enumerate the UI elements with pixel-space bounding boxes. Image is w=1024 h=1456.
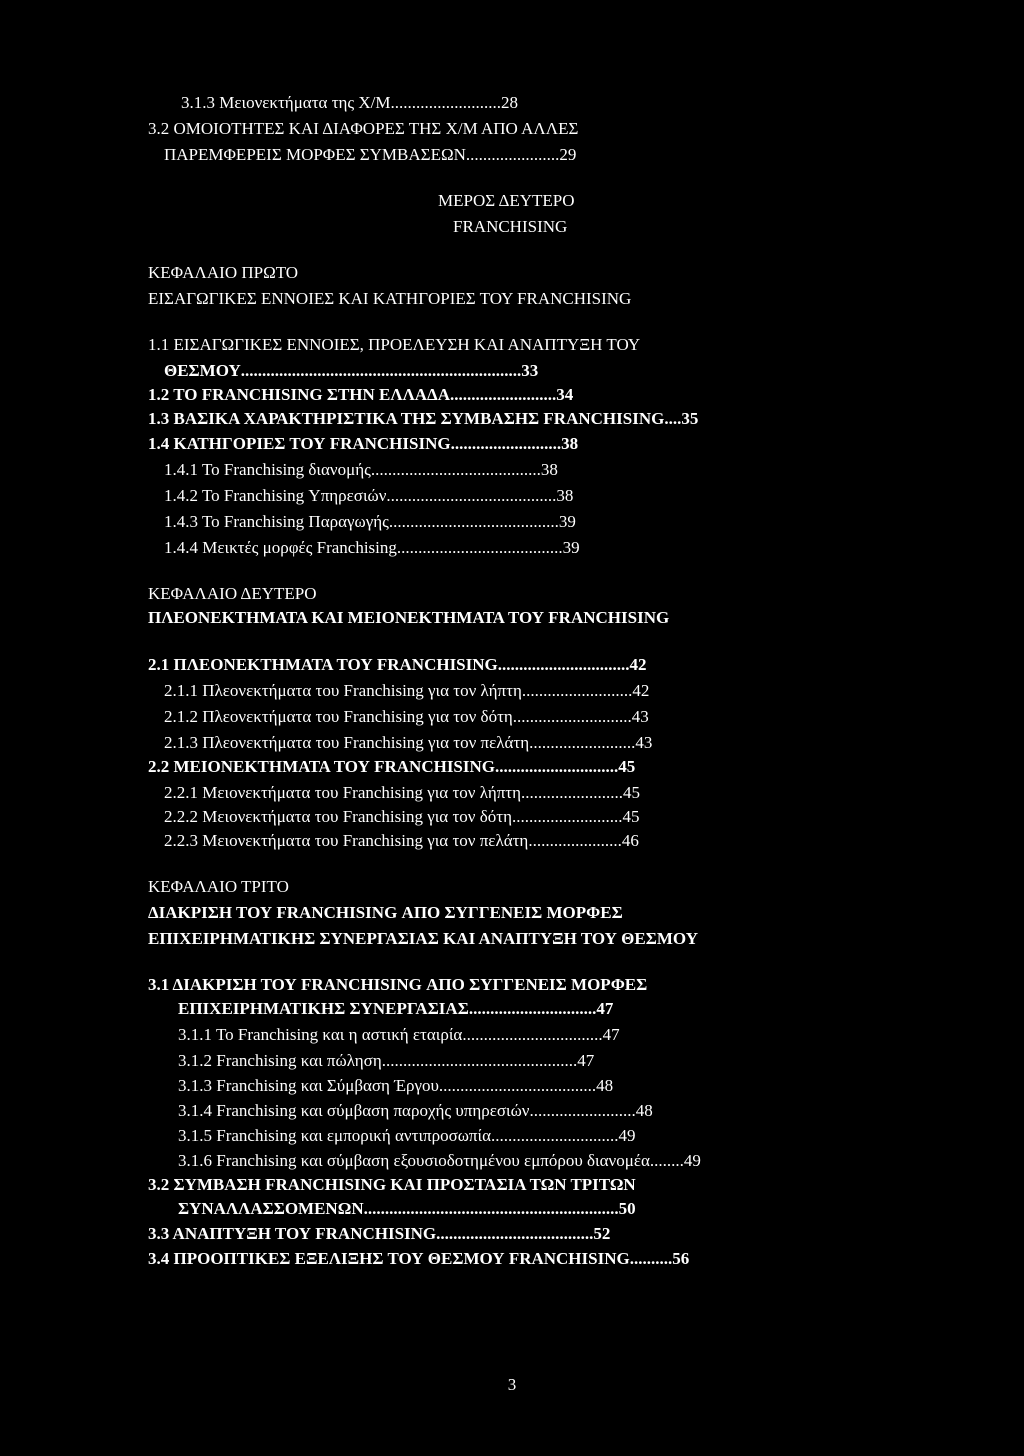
toc-entry-title: 1.3 ΒΑΣΙΚΑ ΧΑΡΑΚΤΗΡΙΣΤΙΚΑ ΤΗΣ ΣΥΜΒΑΣΗΣ FRANCHISING	[148, 409, 665, 428]
toc-entry-page: 35	[681, 409, 699, 428]
toc-entry	[178, 1100, 653, 1122]
toc-entry-leader: ...............................	[497, 655, 630, 674]
toc-entry-title: ΠΑΡΕΜΦΕΡΕΙΣ ΜΟΡΦΕΣ ΣΥΜΒΑΣΕΩΝ	[164, 145, 466, 164]
toc-entry-leader: ..........................	[511, 807, 623, 826]
toc-entry	[164, 806, 639, 828]
toc-entry-leader: .....................................	[436, 1224, 594, 1243]
toc-entry-page: 34	[556, 385, 574, 404]
toc-entry-page: 29	[559, 145, 577, 164]
toc-entry-page: 45	[623, 783, 641, 802]
toc-entry-leader: .............................	[495, 757, 619, 776]
toc-entry-page: 39	[562, 538, 580, 557]
toc-entry-leader: .....................................	[438, 1076, 597, 1095]
toc-entry	[164, 706, 649, 728]
toc-entry-page: 33	[521, 361, 539, 380]
toc-entry	[178, 1024, 620, 1046]
toc-entry-leader: ............................................................	[363, 1199, 619, 1218]
toc-entry-page: 49	[618, 1126, 636, 1145]
toc-entry-leader: ....	[664, 409, 682, 428]
toc-entry-page: 42	[632, 681, 650, 700]
toc-entry-title: 3.2 ΣΥΜΒΑΣΗ FRANCHISING ΚΑΙ ΠΡΟΣΤΑΣΙΑ ΤΩΝ ΤΡΙΤΩΝ	[148, 1175, 636, 1194]
toc-entry-leader: .........................	[449, 385, 557, 404]
toc-entry	[148, 433, 578, 455]
toc-entry-leader: .........................	[529, 733, 636, 752]
toc-entry	[181, 92, 518, 114]
toc-entry-page: 47	[596, 999, 614, 1018]
toc-entry-leader: ........................................	[370, 460, 541, 479]
toc-entry-title: 2.1 ΠΛΕΟΝΕΚΤΗΜΑΤΑ ΤΟΥ FRANCHISING	[148, 655, 498, 674]
toc-entry-page: 45	[618, 757, 636, 776]
toc-entry-title: 3.1.5 Franchising και εμπορική αντιπροσωπία	[178, 1126, 491, 1145]
toc-entry-page: 56	[672, 1249, 690, 1268]
toc-entry	[164, 144, 576, 166]
toc-entry	[164, 485, 573, 507]
chapter-heading: ΚΕΦΑΛΑΙΟ ΤΡΙΤΟ	[148, 877, 289, 896]
toc-entry-leader: .......................................	[396, 538, 563, 557]
toc-entry-title: 3.1.2 Franchising και πώληση	[178, 1051, 382, 1070]
toc-entry-page: 42	[629, 655, 647, 674]
chapter-heading: ΚΕΦΑΛΑΙΟ ΔΕΥΤΕΡΟ	[148, 584, 317, 603]
toc-entry-page: 39	[558, 512, 576, 531]
toc-entry	[164, 732, 652, 754]
toc-entry	[148, 654, 647, 676]
toc-entry-title: 1.4.2 Το Franchising Υπηρεσιών	[164, 486, 387, 505]
toc-entry	[178, 1075, 613, 1097]
toc-entry-page: 28	[501, 93, 519, 112]
toc-entry	[148, 1223, 610, 1245]
toc-entry-title: ΣΥΝΑΛΛΑΣΣΟΜΕΝΩΝ	[178, 1199, 364, 1218]
toc-entry-leader: ..............................	[491, 1126, 619, 1145]
toc-entry-title: 3.1 ΔΙΑΚΡΙΣΗ ΤΟΥ FRANCHISING ΑΠΟ ΣΥΓΓΕΝΕΙΣ ΜΟΡΦΕΣ	[148, 975, 648, 994]
toc-entry-title: 3.1.3 Franchising και Σύμβαση Έργου	[178, 1076, 439, 1095]
toc-entry-title: 2.2.3 Μειονεκτήματα του Franchising για τον πελάτη	[164, 831, 529, 850]
toc-entry-page: 50	[618, 1199, 636, 1218]
toc-entry-title: 1.4 ΚΑΤΗΓΟΡΙΕΣ ΤΟΥ FRANCHISING	[148, 434, 451, 453]
toc-entry-page: 45	[622, 807, 640, 826]
toc-entry-page: 38	[540, 460, 558, 479]
toc-entry-title: 2.1.1 Πλεονεκτήματα του Franchising για τον λήπτη	[164, 681, 522, 700]
toc-entry	[164, 511, 576, 533]
toc-entry-leader: ........................................	[386, 486, 557, 505]
toc-entry-leader: ..........	[629, 1249, 673, 1268]
page-number: 3	[507, 1375, 517, 1394]
toc-entry-page: 47	[602, 1025, 620, 1044]
toc-entry	[148, 756, 635, 778]
toc-entry	[164, 680, 649, 702]
toc-entry	[164, 537, 580, 559]
toc-entry	[164, 360, 538, 382]
chapter-heading: ΚΕΦΑΛΑΙΟ ΠΡΩΤΟ	[148, 263, 299, 282]
toc-entry-leader: ..................................................................	[240, 361, 522, 380]
toc-entry-page: 43	[631, 707, 649, 726]
toc-entry-page: 49	[683, 1151, 701, 1170]
toc-entry-leader: ......................	[528, 831, 622, 850]
toc-entry	[178, 1125, 636, 1147]
toc-entry-title: 2.2.1 Μειονεκτήματα του Franchising για τον λήπτη	[164, 783, 522, 802]
toc-entry-leader: ..........................	[450, 434, 562, 453]
chapter-title: ΠΛΕΟΝΕΚΤΗΜΑΤΑ ΚΑΙ ΜΕΙΟΝΕΚΤΗΜΑΤΑ ΤΟΥ FRANCHISING	[148, 608, 670, 627]
toc-entry-title: 1.2 ΤΟ FRANCHISING ΣΤΗΝ ΕΛΛΑΔΑ	[148, 385, 450, 404]
toc-entry	[178, 1150, 701, 1172]
chapter-title: ΔΙΑΚΡΙΣΗ ΤΟΥ FRANCHISING ΑΠΟ ΣΥΓΓΕΝΕΙΣ ΜΟΡΦΕΣ	[148, 903, 623, 922]
toc-entry-leader: ......................	[465, 145, 560, 164]
toc-entry-leader: ..........................	[390, 93, 502, 112]
toc-entry-leader: ............................	[512, 707, 632, 726]
toc-entry-page: 48	[596, 1076, 614, 1095]
toc-entry-leader: ........................	[521, 783, 624, 802]
toc-entry-leader: ..........................	[521, 681, 633, 700]
toc-entry	[178, 1198, 636, 1220]
toc-entry	[148, 384, 573, 406]
toc-entry-leader: .................................	[462, 1025, 603, 1044]
toc-entry-leader: ........................................	[388, 512, 559, 531]
toc-entry-title: 2.2 ΜΕΙΟΝΕΚΤΗΜΑΤΑ ΤΟΥ FRANCHISING	[148, 757, 496, 776]
chapter-title: ΕΠΙΧΕΙΡΗΜΑΤΙΚΗΣ ΣΥΝΕΡΓΑΣΙΑΣ ΚΑΙ ΑΝΑΠΤΥΞΗ ΤΟΥ ΘΕΣΜΟΥ	[148, 929, 698, 948]
toc-entry-title: 3.3 ΑΝΑΠΤΥΞΗ ΤΟΥ FRANCHISING	[148, 1224, 437, 1243]
toc-entry-page: 38	[561, 434, 579, 453]
toc-entry	[164, 459, 558, 481]
toc-entry-title: 2.1.3 Πλεονεκτήματα του Franchising για τον πελάτη	[164, 733, 530, 752]
toc-entry-title: 3.2 ΟΜΟΙΟΤΗΤΕΣ ΚΑΙ ΔΙΑΦΟΡΕΣ ΤΗΣ Χ/Μ ΑΠΟ ΑΛΛΕΣ	[148, 119, 579, 138]
toc-entry-leader: ..............................	[468, 999, 597, 1018]
toc-entry-page: 46	[621, 831, 639, 850]
toc-entry	[178, 998, 613, 1020]
toc-entry	[148, 1248, 689, 1270]
toc-entry-page: 47	[577, 1051, 595, 1070]
toc-entry-title: 3.1.4 Franchising και σύμβαση παροχής υπηρεσιών	[178, 1101, 530, 1120]
toc-entry-title: 3.1.6 Franchising και σύμβαση εξουσιοδοτημένου εμπόρου διανομέα	[178, 1151, 650, 1170]
toc-entry-title: 3.1.1 Το Franchising και η αστική εταιρία	[178, 1025, 463, 1044]
toc-entry-title: 3.1.3 Μειονεκτήματα της Χ/Μ	[181, 93, 391, 112]
part-heading: ΜΕΡΟΣ ΔΕΥΤΕΡΟ	[438, 191, 575, 210]
toc-entry	[164, 830, 639, 852]
toc-entry-title: ΕΠΙΧΕΙΡΗΜΑΤΙΚΗΣ ΣΥΝΕΡΓΑΣΙΑΣ	[178, 999, 469, 1018]
toc-entry	[164, 782, 640, 804]
toc-entry-title: 1.4.3 Το Franchising Παραγωγής	[164, 512, 389, 531]
part-subheading: FRANCHISING	[453, 217, 568, 236]
chapter-title: ΕΙΣΑΓΩΓΙΚΕΣ ΕΝΝΟΙΕΣ ΚΑΙ ΚΑΤΗΓΟΡΙΕΣ ΤΟΥ FRANCHISING	[148, 289, 632, 308]
toc-entry-page: 43	[635, 733, 653, 752]
toc-entry-title: 2.1.2 Πλεονεκτήματα του Franchising για τον δότη	[164, 707, 513, 726]
toc-entry-title: 1.1 ΕΙΣΑΓΩΓΙΚΕΣ ΕΝΝΟΙΕΣ, ΠΡΟΕΛΕΥΣΗ ΚΑΙ ΑΝΑΠΤΥΞΗ ΤΟΥ	[148, 335, 641, 354]
toc-entry-title: ΘΕΣΜΟΥ	[164, 361, 241, 380]
toc-entry-title: 3.4 ΠΡΟΟΠΤΙΚΕΣ ΕΞΕΛΙΞΗΣ ΤΟΥ ΘΕΣΜΟΥ FRANCHISING	[148, 1249, 630, 1268]
toc-entry-title: 1.4.4 Μεικτές μορφές Franchising	[164, 538, 397, 557]
toc-entry-leader: ........	[649, 1151, 684, 1170]
toc-entry-leader: .........................	[529, 1101, 636, 1120]
toc-entry	[178, 1050, 594, 1072]
toc-entry-page: 38	[556, 486, 574, 505]
toc-entry-leader: ..............................................	[381, 1051, 578, 1070]
toc-entry	[148, 408, 698, 430]
toc-entry-page: 52	[593, 1224, 611, 1243]
toc-entry-title: 2.2.2 Μειονεκτήματα του Franchising για τον δότη	[164, 807, 512, 826]
toc-entry-page: 48	[635, 1101, 653, 1120]
toc-entry-title: 1.4.1 Το Franchising διανομής	[164, 460, 371, 479]
